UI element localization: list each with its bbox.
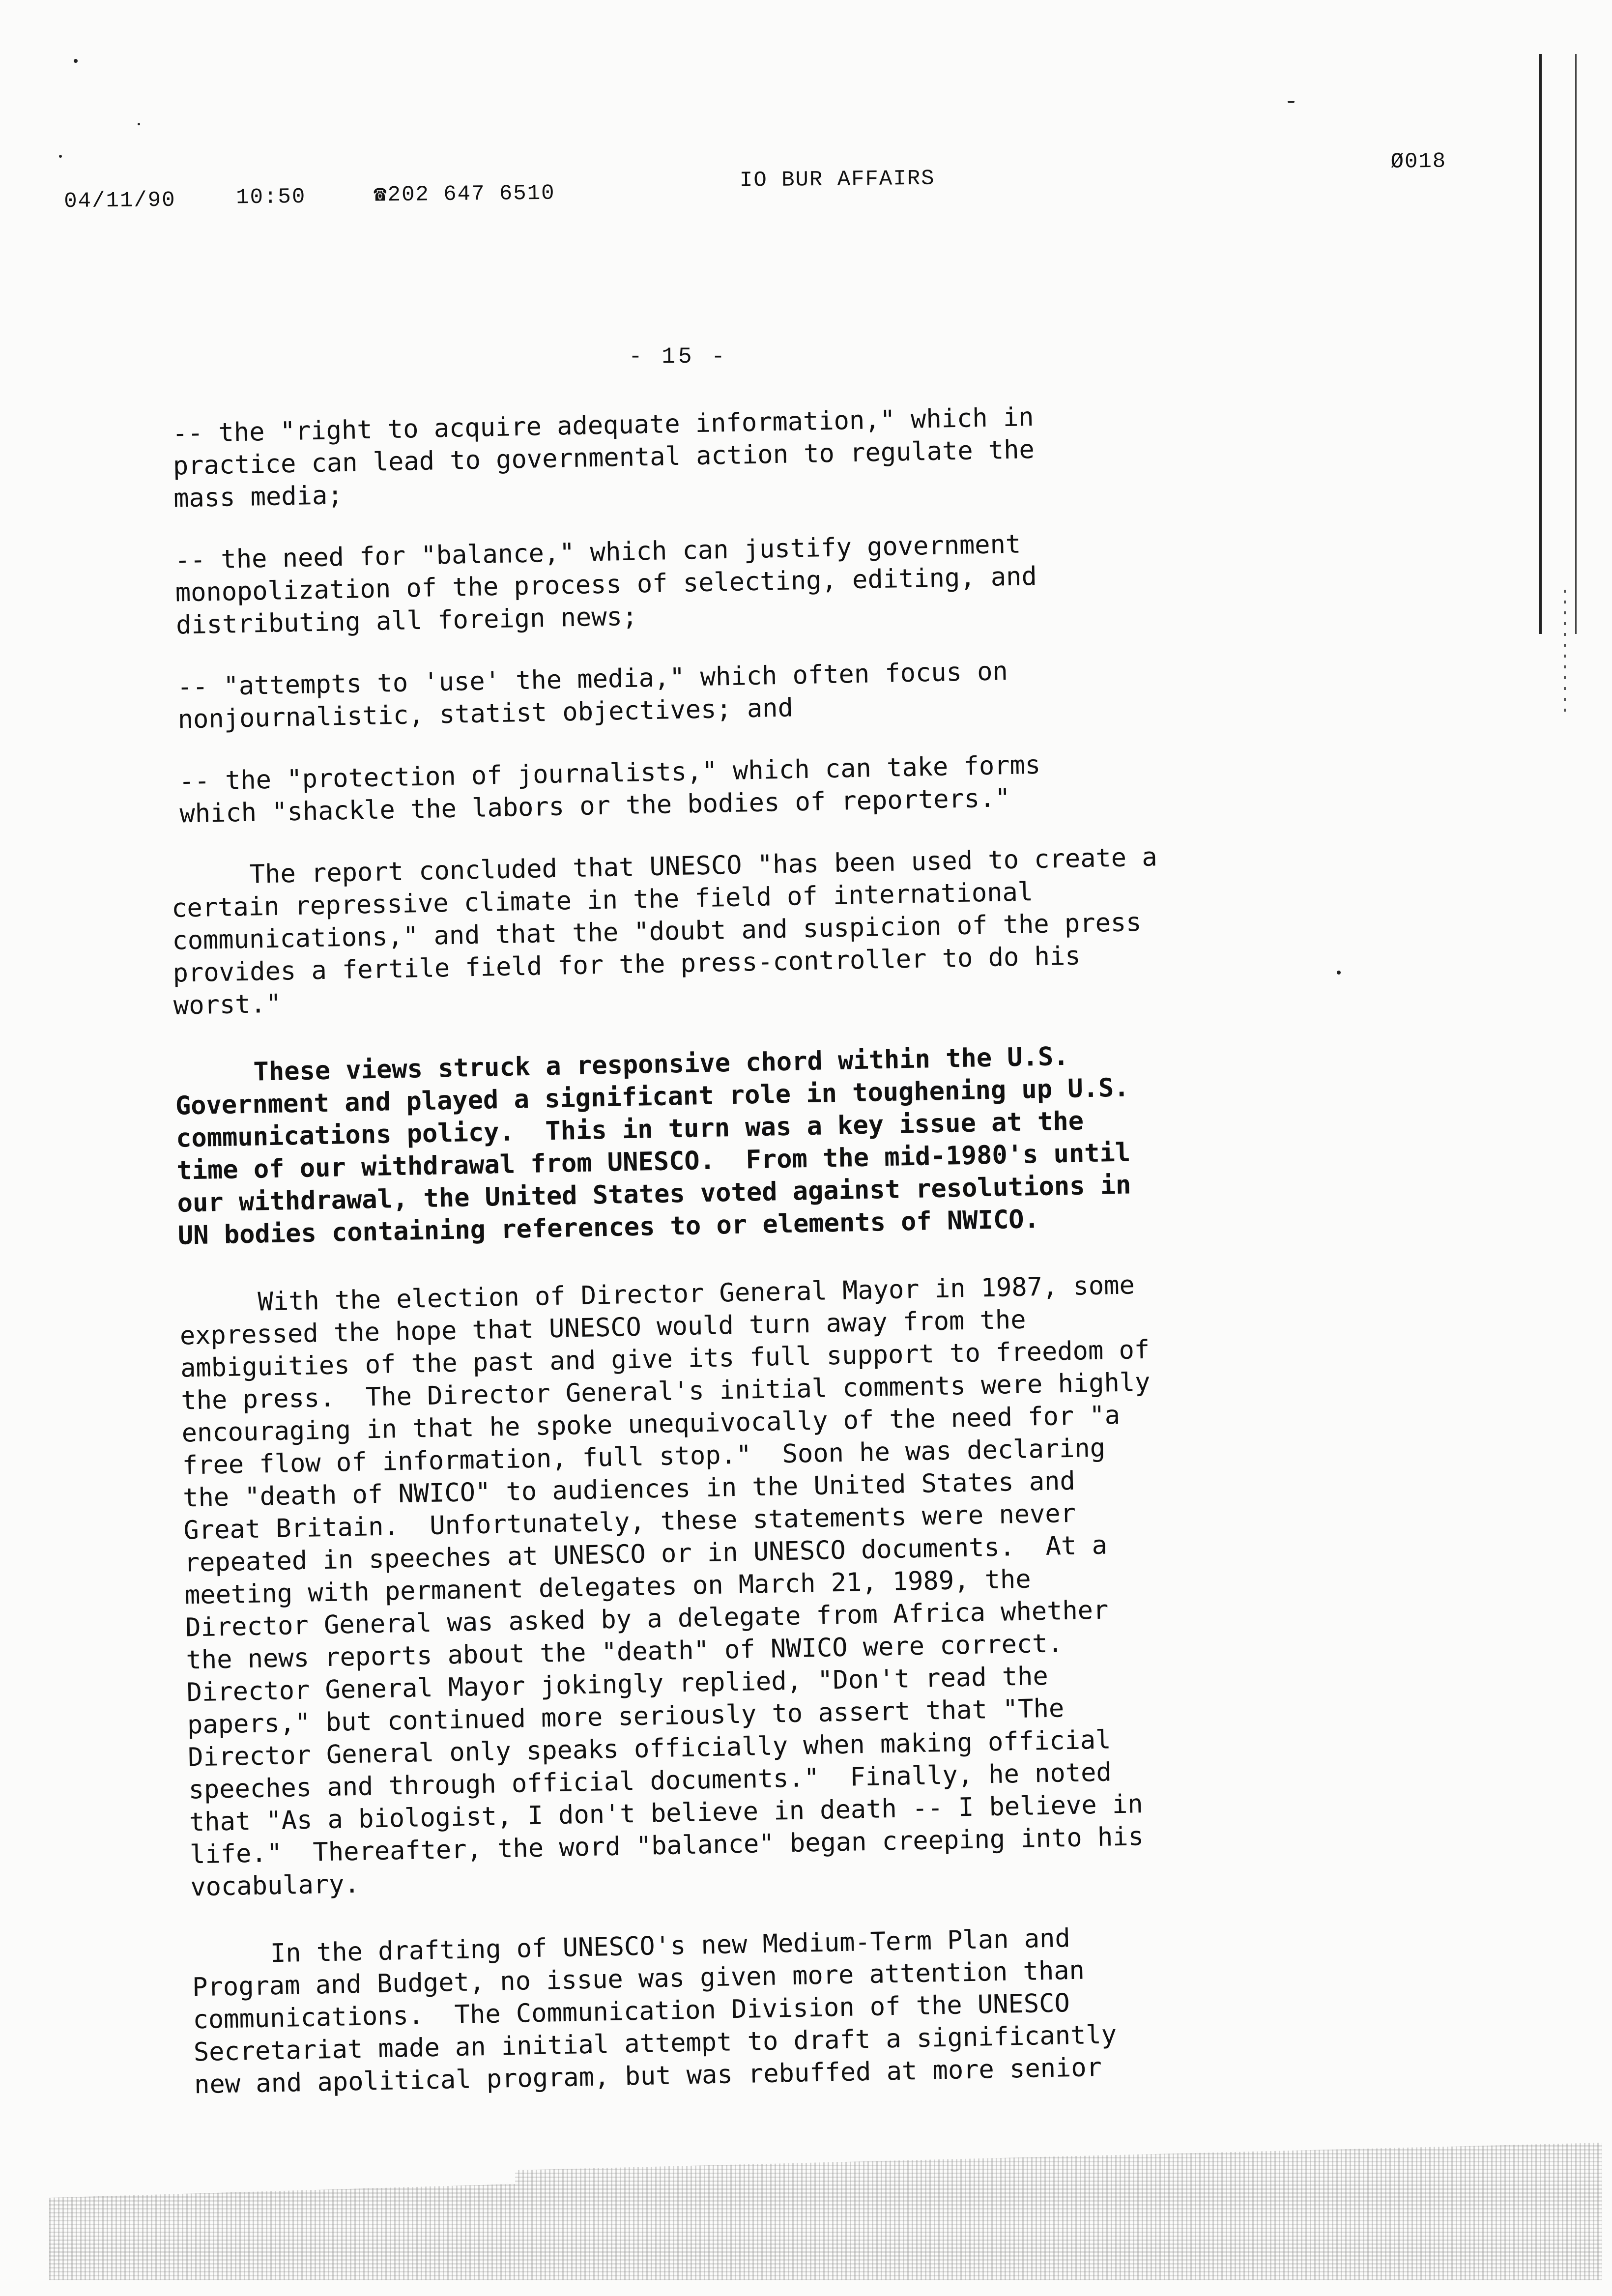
fax-speck: [1288, 101, 1295, 103]
list-item: -- the "right to acquire adequate information," which in practice can lead to governmental action to regulate the mass media;: [172, 402, 1035, 514]
list-item: -- "attempts to 'use' the media," which often focus on nonjournalistic, statist objectives; and: [176, 657, 1008, 735]
fax-page-code: Ø018: [1390, 149, 1447, 174]
list-item: -- the need for "balance," which can justify government monopolization of the process of selecting, editing, and distributing all foreign news;: [174, 529, 1037, 640]
paragraph: In the drafting of UNESCO's new Medium-Term Plan and Program and Budget, no issue was given more attention than communications. The Communication Division of the UNESCO Secretariat made an initial attempt to draft a significantly new and apolitical program, but was rebuffed at more senior: [192, 1923, 1117, 2100]
fax-time: 10:50: [235, 184, 306, 210]
fax-date: 04/11/90: [64, 188, 176, 214]
paragraph: With the election of Director General Mayor in 1987, some expressed the hope that UNESCO would turn away from the ambiguities of the past and give its full support to freedom of the press. The Director General's initial comments were highly encouraging in that he spoke unequivocally of the need for "a free flow of information, full stop." Soon he was declaring the "death of NWICO" to audiences in the United States and Great Britain. Unfortunately, these statements were never repeated in speeches at UNESCO or in UNESCO documents. At a meeting with permanent delegates on March 21, 1989, the Director General was asked by a delegate from Africa whether the news reports about the "death" of NWICO were correct. Director General Mayor jokingly replied, "Don't read the papers," but continued more seriously to assert that "The Director General only speaks officially when making official speeches and through official documents." Finally, he noted that "As a biologist, I don't believe in death -- I believe in life." Thereafter, the word "balance" began creeping into his vocabulary.: [179, 1270, 1151, 1902]
margin-rule: [1539, 54, 1542, 634]
margin-dots: [1564, 590, 1566, 718]
page-number: - 15 -: [629, 344, 728, 370]
fax-speck: [138, 123, 140, 125]
paragraph: The report concluded that UNESCO "has been used to create a certain repressive climate in the field of international communications," and that the "doubt and suspicion of the press provides a fertile field for the press-controller to do his worst.": [171, 842, 1158, 1021]
margin-rule: [1575, 54, 1577, 634]
paragraph: These views struck a responsive chord within the U.S. Government and played a significant role in toughening up U.S. communications policy. This in turn was a key issue at the time of our withdrawal from UNESCO. From the mid-1980's until our withdrawal, the United States voted against resolutions in UN bodies containing references to or elements of NWICO.: [175, 1041, 1131, 1251]
fax-speck: [74, 59, 78, 63]
fax-phone-number: ☎202 647 6510: [373, 181, 555, 208]
document-body: [162, 395, 1384, 2137]
fax-speck: [59, 155, 62, 158]
fax-noise: [49, 2143, 1602, 2280]
fax-header: [64, 149, 1480, 214]
list-item: -- the "protection of journalists," which can take forms which "shackle the labors or the bodies of reporters.": [178, 750, 1041, 829]
fax-office: IO BUR AFFAIRS: [739, 166, 935, 193]
